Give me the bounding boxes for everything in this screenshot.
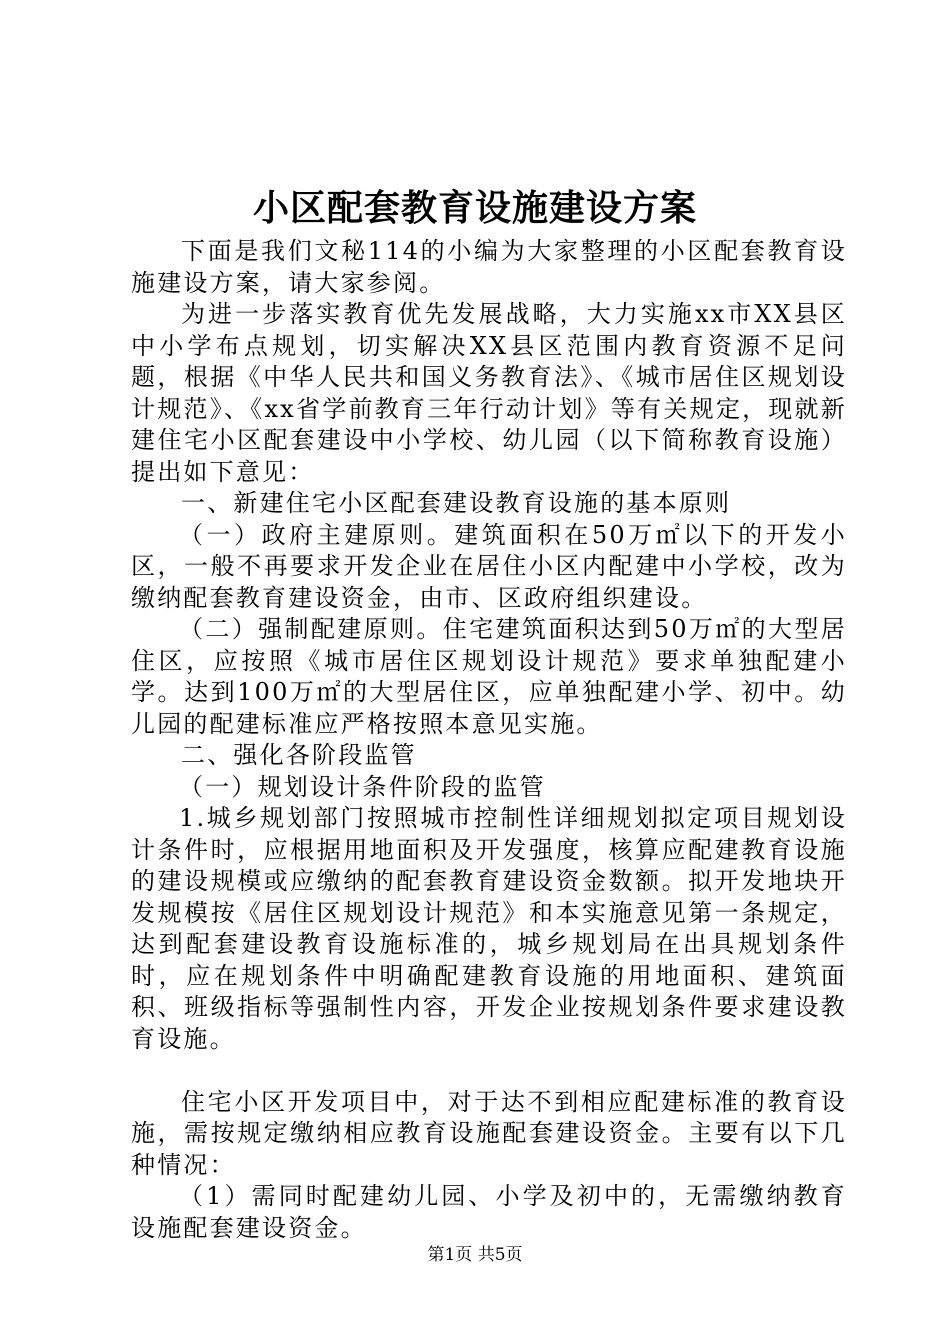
blank-line xyxy=(131,1055,847,1087)
section-heading-2: 二、强化各阶段监管 xyxy=(181,741,417,769)
section-heading-1: 一、新建住宅小区配套建设教育设施的基本原则 xyxy=(181,489,732,517)
document-body xyxy=(131,236,847,1244)
page-footer: 第1页 共5页 xyxy=(427,1245,523,1265)
paragraph-intro: 下面是我们文秘114的小编为大家整理的小区配套教育设施建设方案，请大家参阅。 xyxy=(131,237,847,297)
document-title: 小区配套教育设施建设方案 xyxy=(252,187,697,229)
paragraph-item-1: 1.城乡规划部门按照城市控制性详细规划拟定项目规划设计条件时，应根据用地面积及开发强度，核算应配建教育设施的建设规模或应缴纳的配套教育建设资金数额。拟开发地块开发规模按《居住区规划设计规范》和本实施意见第一条规定，达到配套建设教育设施标准的，城乡规划局在出具规划条件时，应在规划条件中明确配建教育设施的用地面积、建筑面积、班级指标等强制性内容，开发企业按规划条件要求建设教育设施。 xyxy=(131,804,847,1053)
subsection-heading-1: （一）规划设计条件阶段的监管 xyxy=(179,772,546,801)
paragraph-principle-2: （二）强制配建原则。住宅建筑面积达到50万㎡的大型居住区，应按照《城市居住区规划设计规范》要求单独配建小学。达到100万㎡的大型居住区，应单独配建小学、初中。幼儿园的配建标准应严格按照本意见实施。 xyxy=(131,615,847,738)
paragraph-case-1: （1）需同时配建幼儿园、小学及初中的，无需缴纳教育设施配套建设资金。 xyxy=(131,1182,847,1242)
paragraph-cases: 住宅小区开发项目中，对于达不到相应配建标准的教育设施，需按规定缴纳相应教育设施配套建设资金。主要有以下几种情况： xyxy=(131,1087,847,1179)
paragraph-purpose: 为进一步落实教育优先发展战略，大力实施xx市XX县区中小学布点规划，切实解决XX县区范围内教育资源不足问题，根据《中华人民共和国义务教育法》、《城市居住区规划设计规范》、《xx省学前教育三年行动计划》等有关规定，现就新建住宅小区配套建设中小学校、幼儿园（以下简称教育设施）提出如下意见： xyxy=(131,300,847,486)
paragraph-principle-1: （一）政府主建原则。建筑面积在50万㎡以下的开发小区，一般不再要求开发企业在居住小区内配建中小学校，改为缴纳配套教育建设资金，由市、区政府组织建设。 xyxy=(131,520,847,612)
